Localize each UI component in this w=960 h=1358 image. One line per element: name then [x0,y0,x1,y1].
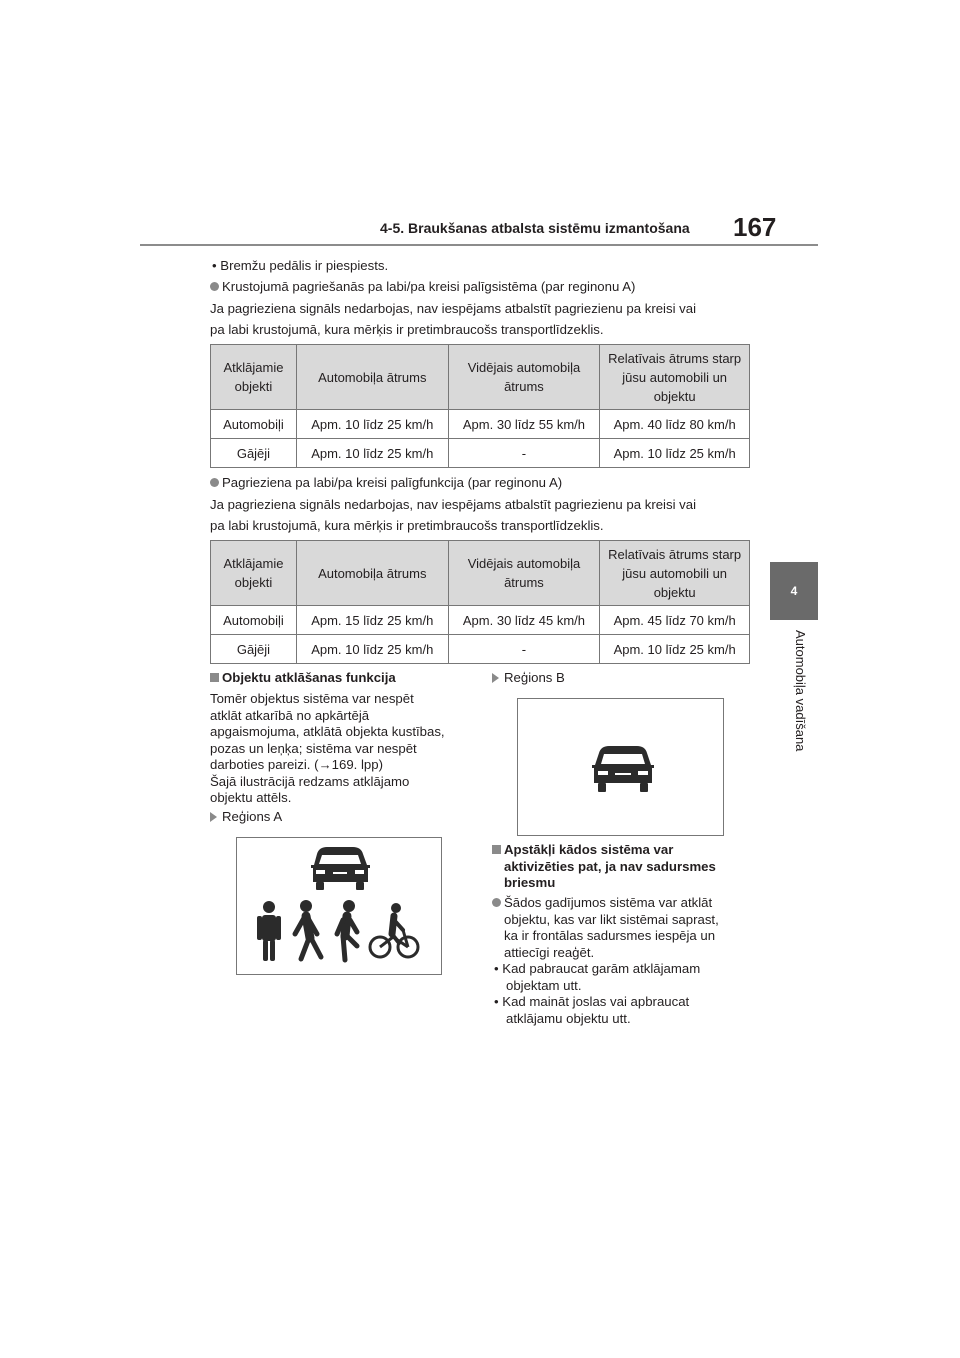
region-a-label [210,809,282,826]
region-b-figure [517,698,724,836]
chapter-label [794,630,808,780]
table-row [211,410,750,439]
text-line: objektam utt. [506,977,582,993]
table-cell: Apm. 30 līdz 45 km/h [448,606,600,635]
text-line: darboties pareizi. (→169. lpp) [210,757,383,772]
triangle-bullet-icon [210,812,217,822]
detection-heading [210,670,396,687]
condition-item-2 [494,994,756,1027]
turn-text-2: pa labi krustojumā, kura mērķis ir pretimbraucošs transportlīdzeklis. [210,518,604,533]
table-row [211,635,750,664]
chapter-tab [770,562,818,620]
bullet-icon [492,898,501,907]
text-line: apgaismojuma, atklātā objekta kustības, [210,724,445,739]
table-row [211,606,750,635]
cyclist-icon [370,903,418,957]
turn-heading-text: Pagrieziena pa labi/pa kreisi palīgfunkcija (par reginonu A) [222,475,563,490]
table-cell: Gājēji [211,439,297,468]
junction-text-2: pa labi krustojumā, kura mērķis ir pretimbraucošs transportlīdzeklis. [210,322,604,337]
table-cell: - [448,635,600,664]
table-header: Vidējais automobiļa ātrums [448,345,600,410]
car-front-icon [311,847,370,890]
table-header: Atklājamie objekti [211,345,297,410]
text-line: aktivizēties pat, ja nav sadursmes [504,858,716,874]
text-line: atklāt atkarībā no apkārtējā [210,707,370,723]
table-cell: Apm. 10 līdz 25 km/h [296,410,448,439]
table-header: Automobiļa ātrums [296,345,448,410]
square-bullet-icon [210,673,219,682]
region-b-label [492,670,565,687]
text-line: objektu, kas var likt sistēmai saprast, [504,911,719,927]
turn-heading [210,472,562,493]
text-line: atklājamu objektu utt. [506,1010,631,1026]
conditions-intro [492,895,757,961]
square-bullet-icon [492,845,501,854]
table-cell: Apm. 10 līdz 25 km/h [600,635,750,664]
table-cell: Apm. 45 līdz 70 km/h [600,606,750,635]
bullet-icon [210,282,219,291]
table-header: Automobiļa ātrums [296,541,448,606]
pedestrian-running-icon [337,900,357,960]
table-cell: - [448,439,600,468]
region-a-text: Reģions A [222,809,283,824]
region-b-illustration [518,699,723,835]
pedestrian-standing-icon [257,901,281,961]
junction-heading-text: Krustojumā pagriešanās pa labi/pa kreisi palīgsistēma (par reginonu A) [222,279,636,294]
conditions-heading [492,842,752,892]
table-cell: Apm. 30 līdz 55 km/h [448,410,600,439]
table-row [211,439,750,468]
text-line: • Kad maināt joslas vai apbraucat [494,994,690,1009]
table-header: Atklājamie objekti [211,541,297,606]
detection-paragraph [210,691,475,807]
pedestrian-walking-icon [295,900,321,959]
region-a-illustration [237,838,441,974]
text-line [492,895,757,912]
condition-item-1 [494,961,756,994]
text-line: attiecīgi reaģēt. [504,944,595,960]
table-cell: Automobiļi [211,410,297,439]
section-title: 4-5. Braukšanas atbalsta sistēmu izmantošana [380,220,690,236]
table-cell: Apm. 10 līdz 25 km/h [600,439,750,468]
speed-table-junction [210,344,750,468]
text-line [492,842,752,859]
speed-table-turn [210,540,750,664]
conditions-heading-text: Apstākļi kādos sistēma var [504,842,674,857]
text-line: objektu attēls. [210,790,292,805]
text-line: Tomēr objektus sistēma var nespēt [210,691,414,706]
page-number: 167 [733,212,777,242]
table-cell: Apm. 10 līdz 25 km/h [296,635,448,664]
text-line: ka ir frontālas sadursmes iespēja un [504,928,716,943]
junction-heading [210,276,635,297]
header-rule [140,244,818,246]
table-header: Relatīvais ātrums starp jūsu automobili un objektu [600,541,750,606]
junction-text-1: Ja pagrieziena signāls nedarbojas, nav iespējams atbalstīt pagriezienu pa kreisi vai [210,301,697,316]
table-cell: Apm. 15 līdz 25 km/h [296,606,448,635]
car-front-icon [592,746,654,792]
table-header: Relatīvais ātrums starp jūsu automobili un objektu [600,345,750,410]
table-cell: Apm. 40 līdz 80 km/h [600,410,750,439]
region-a-figure [236,837,442,975]
table-cell: Apm. 10 līdz 25 km/h [296,439,448,468]
text-line: Šajā ilustrācijā redzams atklājamo [210,773,410,789]
table-header: Vidējais automobiļa ātrums [448,541,600,606]
chapter-label-text: Automobiļa vadīšana [793,630,808,752]
conditions-intro-text: Šādos gadījumos sistēma var atklāt [504,895,713,910]
detection-heading-text: Objektu atklāšanas funkcija [222,670,396,685]
triangle-bullet-icon [492,673,499,683]
brake-item: • Bremžu pedālis ir piespiests. [212,258,389,273]
text-line: pozas un leņķa; sistēma var nespēt [210,740,417,756]
text-line: briesmu [504,875,556,890]
table-cell: Automobiļi [211,606,297,635]
turn-text-1: Ja pagrieziena signāls nedarbojas, nav iespējams atbalstīt pagriezienu pa kreisi vai [210,497,697,512]
chapter-number: 4 [790,584,798,598]
bullet-icon [210,478,219,487]
region-b-text: Reģions B [504,670,565,685]
text-line: • Kad pabraucat garām atklājamam [494,961,701,976]
table-cell: Gājēji [211,635,297,664]
